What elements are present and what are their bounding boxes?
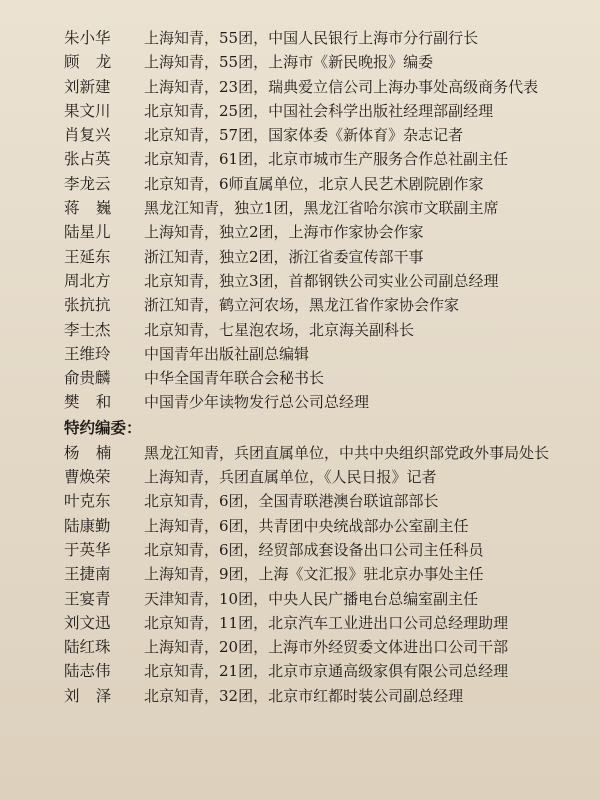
list-item <box>64 220 600 244</box>
list-item <box>64 269 600 293</box>
member-description: 北京知青，6团，经贸部成套设备出口公司主任科员 <box>144 540 484 559</box>
list-item <box>64 587 600 611</box>
member-description: 北京知青，6团，全国青联港澳台联谊部部长 <box>144 492 439 511</box>
list-item <box>64 611 600 635</box>
member-name: 李龙云 <box>64 174 111 193</box>
member-description: 天津知青，10团，中央人民广播电台总编室副主任 <box>144 589 479 608</box>
list-item <box>64 293 600 317</box>
member-name: 王捷南 <box>64 565 111 584</box>
member-description: 北京知青，11团，北京汽车工业进出口公司总经理助理 <box>144 613 509 632</box>
member-description: 北京知青，57团，国家体委《新体育》杂志记者 <box>144 126 464 145</box>
member-description: 上海知青，55团，中国人民银行上海市分行副行长 <box>144 29 479 47</box>
member-name: 张抗抗 <box>64 296 111 315</box>
member-name: 王延东 <box>64 247 111 266</box>
member-name: 张占英 <box>64 150 111 169</box>
list-item <box>64 318 600 342</box>
member-name: 周北方 <box>64 271 111 290</box>
member-list <box>64 26 600 415</box>
member-description: 中华全国青年联合会秘书长 <box>144 369 325 388</box>
member-name: 陆康勤 <box>64 516 111 535</box>
list-item <box>64 489 600 513</box>
list-item <box>64 172 600 196</box>
member-description: 浙江知青，独立2团，浙江省委宣传部干事 <box>144 247 424 266</box>
list-item <box>64 50 600 74</box>
member-name: 刘文迅 <box>64 613 111 632</box>
member-name: 曹焕荣 <box>64 468 111 487</box>
list-item <box>64 123 600 147</box>
member-description: 上海知青，兵团直属单位，《人民日报》记者 <box>144 468 437 487</box>
list-item <box>64 441 600 465</box>
member-description: 北京知青，6师直属单位，北京人民艺术剧院剧作家 <box>144 174 484 193</box>
member-description: 上海知青，23团，瑞典爱立信公司上海办事处高级商务代表 <box>144 77 539 96</box>
member-name: 樊和 <box>64 393 128 412</box>
member-name: 蒋巍 <box>64 199 128 218</box>
list-item <box>64 196 600 220</box>
member-name: 杨楠 <box>64 443 128 462</box>
member-name: 叶克东 <box>64 492 111 511</box>
member-description: 北京知青，独立3团，首都钢铁公司实业公司副总经理 <box>144 271 499 290</box>
list-item <box>64 26 600 50</box>
list-item <box>64 390 600 414</box>
list-item <box>64 538 600 562</box>
member-description: 浙江知青，鹤立河农场，黑龙江省作家协会作家 <box>144 296 460 315</box>
member-description: 北京知青，21团，北京市京通高级家俱有限公司总经理 <box>144 662 509 681</box>
list-item <box>64 684 600 708</box>
member-name: 陆红珠 <box>64 638 111 657</box>
member-name: 李士杰 <box>64 320 111 339</box>
list-item <box>64 75 600 99</box>
member-name: 顾龙 <box>64 53 128 72</box>
list-item <box>64 366 600 390</box>
member-description: 北京知青，61团，北京市城市生产服务合作总社副主任 <box>144 150 509 169</box>
member-name: 王维玲 <box>64 344 111 363</box>
list-item <box>64 147 600 171</box>
member-description: 上海知青，6团，共青团中央统战部办公室副主任 <box>144 516 469 535</box>
section-title: 特约编委： <box>64 418 142 437</box>
member-name: 陆志伟 <box>64 662 111 681</box>
list-item <box>64 562 600 586</box>
member-description: 上海知青，9团，上海《文汇报》驻北京办事处主任 <box>144 565 484 584</box>
member-description: 北京知青，32团，北京市红都时装公司副总经理 <box>144 686 464 705</box>
list-item <box>64 342 600 366</box>
list-item <box>64 514 600 538</box>
list-item <box>64 465 600 489</box>
member-name: 俞贵麟 <box>64 369 111 388</box>
member-name: 刘新建 <box>64 77 111 96</box>
member-description: 上海知青，55团，上海市《新民晚报》编委 <box>144 53 434 72</box>
list-item <box>64 635 600 659</box>
member-name: 陆星儿 <box>64 223 111 242</box>
special-member-list <box>64 441 600 708</box>
member-name: 刘泽 <box>64 686 128 705</box>
member-description: 北京知青，25团，中国社会科学出版社经理部副经理 <box>144 101 494 120</box>
member-description: 黑龙江知青，独立1团，黑龙江省哈尔滨市文联副主席 <box>144 199 499 218</box>
member-name: 果文川 <box>64 101 111 120</box>
member-name: 王宴青 <box>64 589 111 608</box>
member-description: 黑龙江知青，兵团直属单位，中共中央组织部党政外事局处长 <box>144 443 550 462</box>
member-name: 肖复兴 <box>64 126 111 145</box>
list-item <box>64 99 600 123</box>
member-description: 上海知青，独立2团，上海市作家协会作家 <box>144 223 424 242</box>
member-name: 于英华 <box>64 540 111 559</box>
member-description: 中国青年出版社副总编辑 <box>144 344 310 363</box>
member-description: 北京知青，七星泡农场，北京海关副科长 <box>144 320 415 339</box>
member-description: 上海知青，20团，上海市外经贸委文体进出口公司干部 <box>144 638 509 657</box>
list-item <box>64 659 600 683</box>
member-description: 中国青少年读物发行总公司总经理 <box>144 393 370 412</box>
list-item <box>64 245 600 269</box>
member-name: 朱小华 <box>64 29 111 47</box>
